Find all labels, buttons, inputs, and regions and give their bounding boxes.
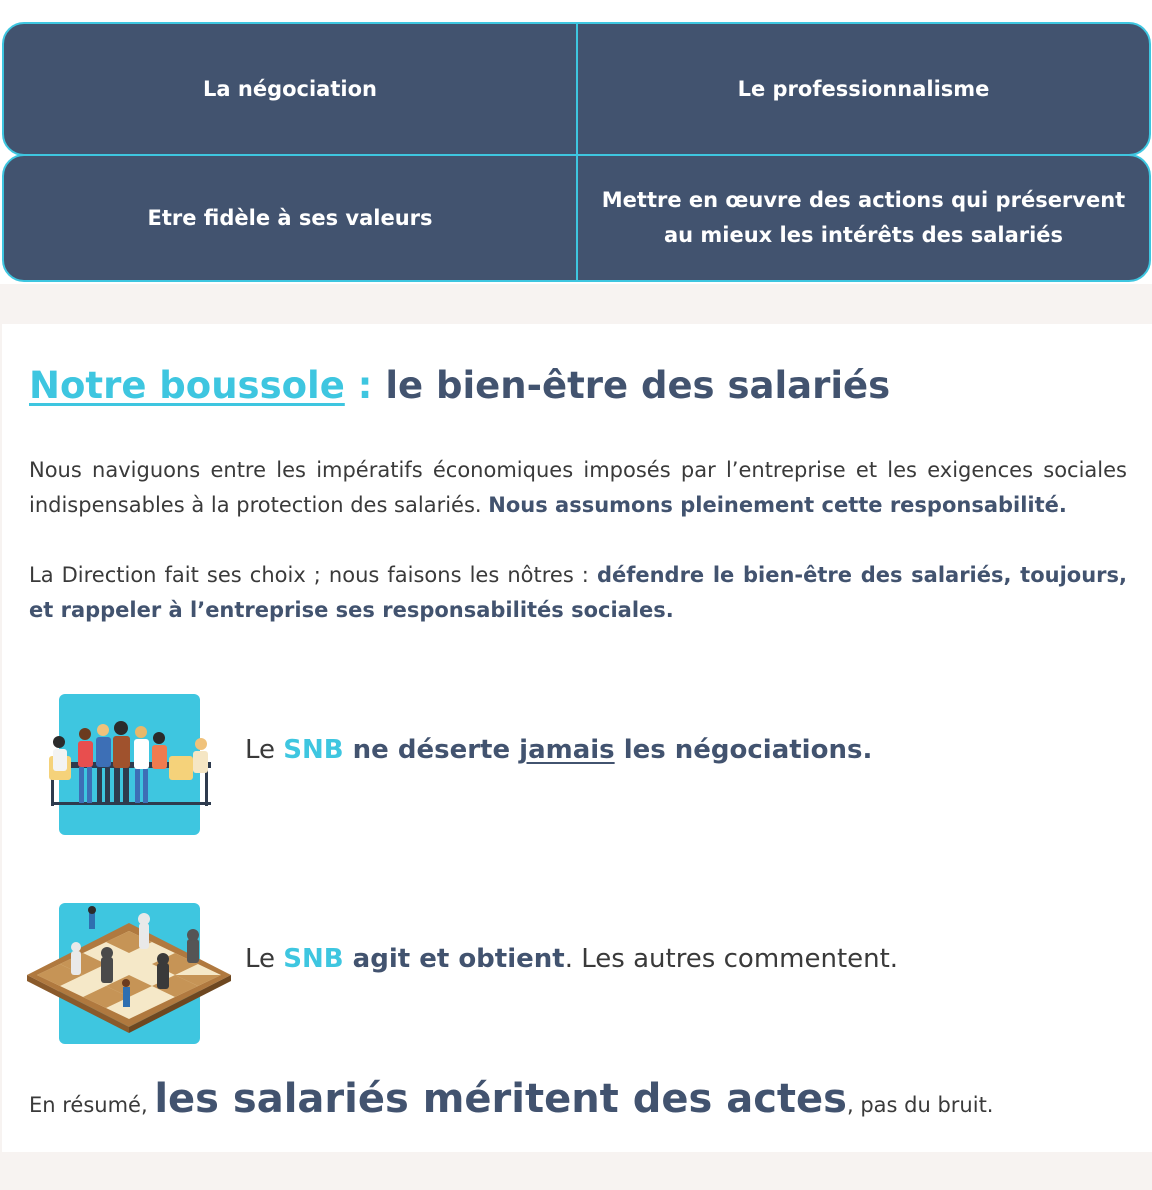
summary-big: les salariés méritent des actes bbox=[154, 1076, 847, 1122]
row1-underlined: jamais bbox=[519, 735, 615, 765]
summary-lead: En résumé, bbox=[29, 1093, 155, 1117]
section-headline bbox=[29, 364, 890, 407]
intro-bold: Nous assumons pleinement cette responsabilité. bbox=[488, 493, 1067, 517]
headline-rest: le bien-être des salariés bbox=[385, 364, 891, 407]
values-section bbox=[0, 0, 1152, 284]
direction-paragraph bbox=[29, 558, 1127, 628]
value-cell-loyalty: Etre fidèle à ses valeurs bbox=[2, 154, 578, 282]
negotiation-statement bbox=[245, 735, 872, 765]
meeting-team-illustration bbox=[59, 694, 200, 835]
direction-text: La Direction fait ses choix ; nous faisons les nôtres : bbox=[29, 563, 597, 587]
row2-rest: . Les autres commentent. bbox=[564, 944, 899, 974]
intro-text: Nous naviguons entre les impératifs économiques imposés par l’entreprise et les exigences sociales indispensables à la protection des salariés. bbox=[29, 458, 1127, 517]
values-table bbox=[2, 22, 1151, 282]
row2-snb: SNB bbox=[283, 944, 344, 974]
action-statement bbox=[245, 944, 898, 974]
compass-section bbox=[2, 324, 1152, 1152]
row2-le: Le bbox=[245, 944, 284, 974]
chess-board-illustration bbox=[59, 903, 200, 1044]
headline-accent-link[interactable]: Notre boussole bbox=[29, 364, 345, 407]
row1-part-a: ne déserte bbox=[343, 735, 520, 765]
row1-snb: SNB bbox=[283, 735, 344, 765]
row1-part-b: les négociations. bbox=[614, 735, 873, 765]
direction-bold: défendre le bien-être des salariés, toujours, et rappeler à l’entreprise ses responsabilités sociales. bbox=[29, 563, 1127, 622]
value-cell-actions: Mettre en œuvre des actions qui préservent au mieux les intérêts des salariés bbox=[576, 154, 1151, 282]
row1-le: Le bbox=[245, 735, 284, 765]
intro-paragraph bbox=[29, 453, 1127, 523]
headline-colon: : bbox=[344, 364, 386, 407]
summary-tail: , pas du bruit. bbox=[846, 1093, 994, 1117]
row2-bold: agit et obtient bbox=[343, 944, 565, 974]
value-cell-professionalism: Le professionnalisme bbox=[576, 22, 1151, 156]
summary-line bbox=[29, 1076, 993, 1122]
value-cell-negotiation: La négociation bbox=[2, 22, 578, 156]
